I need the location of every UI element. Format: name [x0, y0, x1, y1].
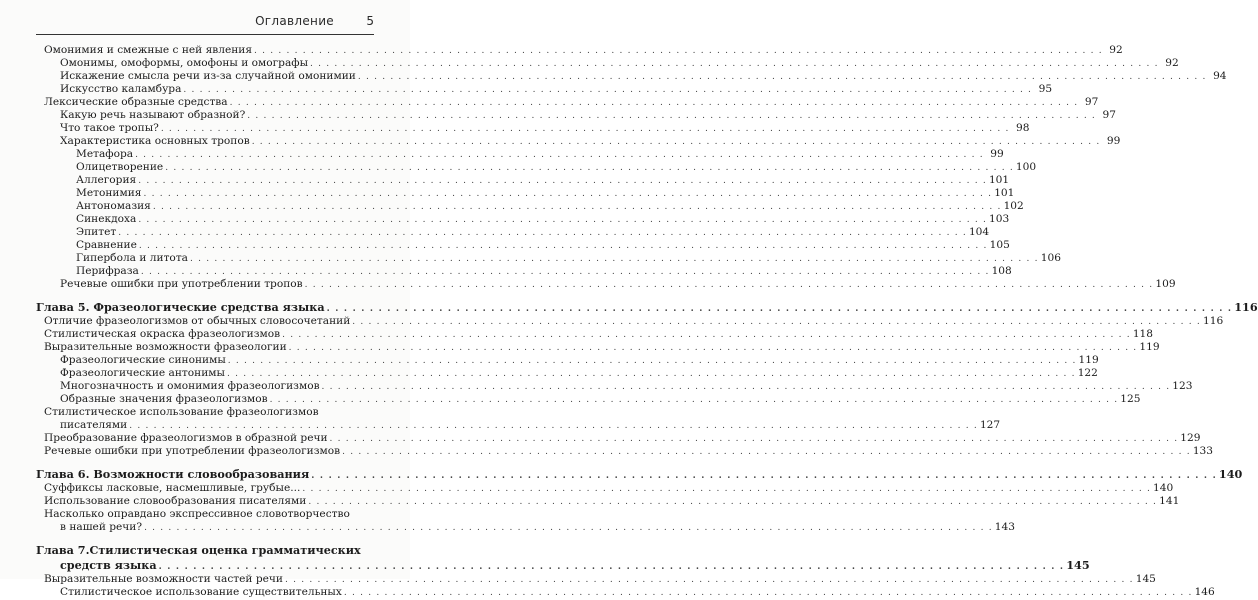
toc-entry[interactable]: Отличие фразеологизмов от обычных словосочетаний . . . 116: [36, 315, 374, 328]
header-rule: [36, 34, 374, 35]
toc-entry[interactable]: Перифраза . . . 108: [36, 265, 374, 278]
running-head: [36, 14, 374, 32]
toc-entry[interactable]: Выразительные возможности частей речи . . . 145: [36, 573, 374, 586]
toc-entry[interactable]: Преобразование фразеологизмов в образной речи . . . 129: [36, 432, 374, 445]
toc-entry[interactable]: Искажение смысла речи из-за случайной омонимии . . . 94: [36, 70, 374, 83]
toc-entry[interactable]: Лексические образные средства . . . 97: [36, 96, 374, 109]
table-of-contents: [36, 44, 1258, 599]
toc-entry[interactable]: Стилистическое использование существительных . . . 146: [36, 586, 374, 599]
toc-entry[interactable]: Омонимия и смежные с ней явления . . . 92: [36, 44, 374, 57]
toc-entry[interactable]: Что такое тропы? . . . 98: [36, 122, 374, 135]
toc-entry[interactable]: Стилистическая окраска фразеологизмов . . . 118: [36, 328, 374, 341]
toc-entry[interactable]: в нашей речи? . . . 143: [36, 521, 374, 534]
toc-entry-first-line[interactable]: Стилистическое использование фразеологизмов: [44, 406, 319, 418]
toc-entry[interactable]: Суффиксы ласковые, насмешливые, грубые... . . . 140: [36, 482, 374, 495]
toc-entry[interactable]: Антономазия . . . 102: [36, 200, 374, 213]
toc-entry[interactable]: Искусство каламбура . . . 95: [36, 83, 374, 96]
toc-entry[interactable]: Речевые ошибки при употреблении фразеологизмов . . . 133: [36, 445, 374, 458]
chapter-6-heading[interactable]: Глава 6. Возможности словообразования . . . 140: [36, 467, 374, 482]
toc-entry[interactable]: Фразеологические антонимы . . . 122: [36, 367, 374, 380]
chapter-5-heading[interactable]: Глава 5. Фразеологические средства языка . . . 116: [36, 300, 374, 315]
toc-entry-first-line[interactable]: Насколько оправдано экспрессивное словотворчество: [44, 508, 350, 520]
toc-entry[interactable]: Характеристика основных тропов . . . 99: [36, 135, 374, 148]
toc-entry[interactable]: Выразительные возможности фразеологии . . . 119: [36, 341, 374, 354]
toc-entry[interactable]: писателями . . . 127: [36, 419, 374, 432]
toc-entry[interactable]: Многозначность и омонимия фразеологизмов . . . 123: [36, 380, 374, 393]
toc-entry[interactable]: Гипербола и литота . . . 106: [36, 252, 374, 265]
chapter-7-heading-line1[interactable]: Глава 7.Стилистическая оценка грамматических: [36, 543, 361, 557]
toc-entry[interactable]: Олицетворение . . . 100: [36, 161, 374, 174]
toc-entry[interactable]: Омонимы, омоформы, омофоны и омографы . . . 92: [36, 57, 374, 70]
running-head-title: Оглавление: [255, 14, 334, 28]
chapter-7-heading[interactable]: средств языка . . . 145: [36, 558, 374, 573]
toc-entry[interactable]: Синекдоха . . . 103: [36, 213, 374, 226]
toc-entry[interactable]: Речевые ошибки при употреблении тропов . . . 109: [36, 278, 374, 291]
toc-entry[interactable]: Сравнение . . . 105: [36, 239, 374, 252]
toc-entry[interactable]: Образные значения фразеологизмов . . . 125: [36, 393, 374, 406]
toc-entry[interactable]: Какую речь называют образной? . . . 97: [36, 109, 374, 122]
toc-entry[interactable]: Эпитет . . . 104: [36, 226, 374, 239]
toc-entry[interactable]: Аллегория . . . 101: [36, 174, 374, 187]
toc-entry[interactable]: Фразеологические синонимы . . . 119: [36, 354, 374, 367]
page-number: 5: [366, 14, 374, 28]
toc-entry[interactable]: Метонимия . . . 101: [36, 187, 374, 200]
toc-entry[interactable]: Использование словообразования писателями . . . 141: [36, 495, 374, 508]
toc-entry[interactable]: Метафора . . . 99: [36, 148, 374, 161]
